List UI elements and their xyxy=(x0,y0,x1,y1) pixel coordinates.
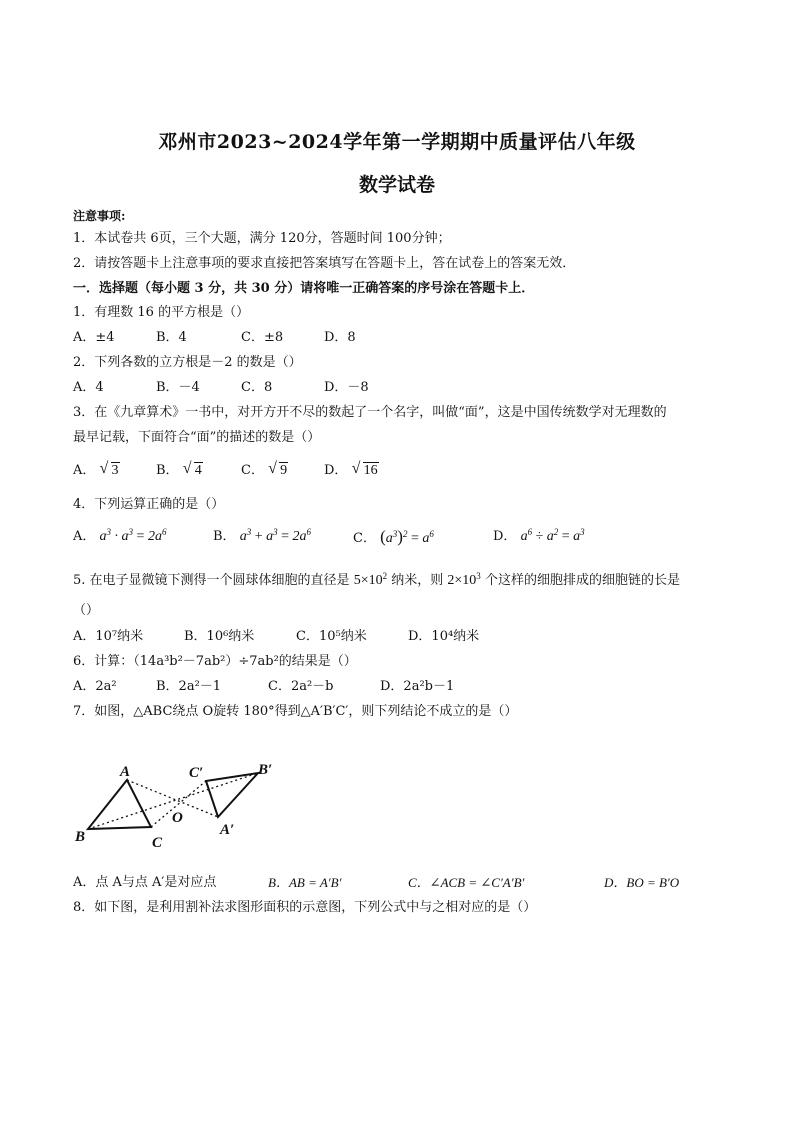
section-heading: 一．选择题（每小题 3 分，共 30 分）请将唯一正确答案的序号涂在答题卡上． xyxy=(73,281,535,296)
q4-option-d-letter: D． xyxy=(493,529,517,544)
notice-item-2: 2．请按答题卡上注意事项的要求直接把答案填写在答题卡上，答在试卷上的答案无效． xyxy=(73,256,576,271)
q4-option-a-expr: $a^3 \cdot a^3 = 2a^6$ xyxy=(99,527,167,544)
q3-option-a xyxy=(73,463,120,479)
question-5-stem-line-2: （） xyxy=(73,603,100,618)
q1-option-a: A．±4 xyxy=(73,330,115,345)
triangle-abc xyxy=(88,780,151,829)
question-1-stem: 1．有理数 16 的平方根是（） xyxy=(73,305,250,320)
q5-option-b: B．10⁶纳米 xyxy=(184,629,255,644)
q7-option-c: C．∠ACB = ∠C′A′B′ xyxy=(408,875,525,890)
q3-radicand-b: 4 xyxy=(194,463,202,478)
q4-option-a xyxy=(73,529,166,545)
label-a-prime: A′ xyxy=(220,822,235,838)
q3-option-b-sqrt xyxy=(183,463,203,479)
question-5-stem xyxy=(73,573,680,589)
q5-diameter-expr: $5\times 10^2$ xyxy=(353,571,388,588)
q4-option-a-letter: A． xyxy=(73,529,96,544)
q4-option-d-expr: $a^6 \div a^2 = a^3$ xyxy=(520,527,585,544)
q2-option-c: C．8 xyxy=(241,380,273,395)
q2-option-b: B．－4 xyxy=(156,380,200,395)
question-3-stem-line-2: 最早记载，下面符合“面”的描述的数是（） xyxy=(73,430,321,445)
question-8-stem: 8．如下图，是利用割补法求图形面积的示意图，下列公式中与之相对应的是（） xyxy=(73,900,537,915)
notice-heading: 注意事项: xyxy=(73,209,126,223)
q5-stem-prefix: 5. 在电子显微镜下测得一个圆球体细胞的直径是 xyxy=(73,573,350,588)
q5-option-c: C．10⁵纳米 xyxy=(296,629,367,644)
q5-stem-suffix: 个这样的细胞排成的细胞链的长是 xyxy=(484,573,680,588)
q4-option-c-expr: $(a^3)^2 = a^6$ xyxy=(380,527,434,546)
q3-option-d-letter: D． xyxy=(324,463,348,478)
q3-option-b xyxy=(156,463,203,479)
q5-option-d: D．10⁴纳米 xyxy=(408,629,480,644)
notice-item-1: 1．本试卷共 6页，三个大题，满分 120分，答题时间 100分钟； xyxy=(73,231,451,246)
q6-option-d: D．2a²b－1 xyxy=(380,679,455,694)
q7-option-a: A．点 A与点 A′是对应点 xyxy=(73,875,217,890)
q3-radicand-d: 16 xyxy=(363,463,378,478)
question-6-stem: 6．计算：（14a³b²－7ab²）÷7ab²的结果是（） xyxy=(73,654,357,669)
q5-option-a: A．10⁷纳米 xyxy=(73,629,144,644)
q3-option-d-sqrt xyxy=(352,463,379,479)
q4-option-b-expr: $a^3 + a^3 = 2a^6$ xyxy=(239,527,312,544)
q2-option-a: A．4 xyxy=(73,380,104,395)
q4-option-d xyxy=(493,529,585,545)
q3-option-c xyxy=(241,463,288,479)
q4-option-c-letter: C． xyxy=(353,531,376,546)
question-2-stem: 2．下列各数的立方根是－2 的数是（） xyxy=(73,355,302,370)
q1-option-c: C．±8 xyxy=(241,330,284,345)
q6-option-b: B．2a²－1 xyxy=(156,679,222,694)
q3-option-d xyxy=(324,463,379,479)
exam-subtitle: 数学试卷 xyxy=(358,174,435,196)
label-c-prime: C′ xyxy=(189,765,204,781)
q6-option-a: A．2a² xyxy=(73,679,117,694)
q6-option-c: C．2a²－b xyxy=(268,679,334,694)
q3-option-b-letter: B． xyxy=(156,463,179,478)
q1-option-d: D．8 xyxy=(324,330,356,345)
q2-option-d: D．－8 xyxy=(324,380,369,395)
triangle-a1b1c1 xyxy=(206,773,258,817)
label-o: O xyxy=(172,810,183,826)
question-4-stem: 4．下列运算正确的是（） xyxy=(73,497,225,512)
q4-option-c xyxy=(353,529,434,547)
rotation-figure xyxy=(73,760,288,852)
q3-option-a-letter: A． xyxy=(73,463,96,478)
q7-option-d: D．BO = B′O xyxy=(604,875,680,890)
q3-radicand-c: 9 xyxy=(280,463,288,478)
q4-option-b-letter: B． xyxy=(213,529,236,544)
q1-option-b: B．4 xyxy=(156,330,187,345)
q3-radicand-a: 3 xyxy=(111,463,119,478)
q4-option-b xyxy=(213,529,311,545)
label-a: A xyxy=(120,764,131,780)
q5-stem-mid: 纳米，则 xyxy=(391,573,444,588)
label-b-prime: B′ xyxy=(258,762,273,778)
exam-title: 邓州市2023~2024学年第一学期期中质量评估八年级 xyxy=(158,131,636,153)
label-b: B xyxy=(75,829,86,845)
q5-count-expr: $2\times 10^3$ xyxy=(447,571,481,588)
question-3-stem-line-1: 3．在《九章算术》一书中，对开方开不尽的数起了一个名字，叫做“面”，这是中国传统数学对无理数的 xyxy=(73,405,667,420)
label-c: C xyxy=(152,835,163,851)
q3-option-c-letter: C． xyxy=(241,463,264,478)
q3-option-a-sqrt xyxy=(100,463,120,479)
q3-option-c-sqrt xyxy=(268,463,288,479)
q7-option-b: B．AB = A′B′ xyxy=(268,875,342,890)
question-7-stem: 7．如图，△ABC绕点 O旋转 180°得到△A′B′C′，则下列结论不成立的是（） xyxy=(73,704,518,719)
